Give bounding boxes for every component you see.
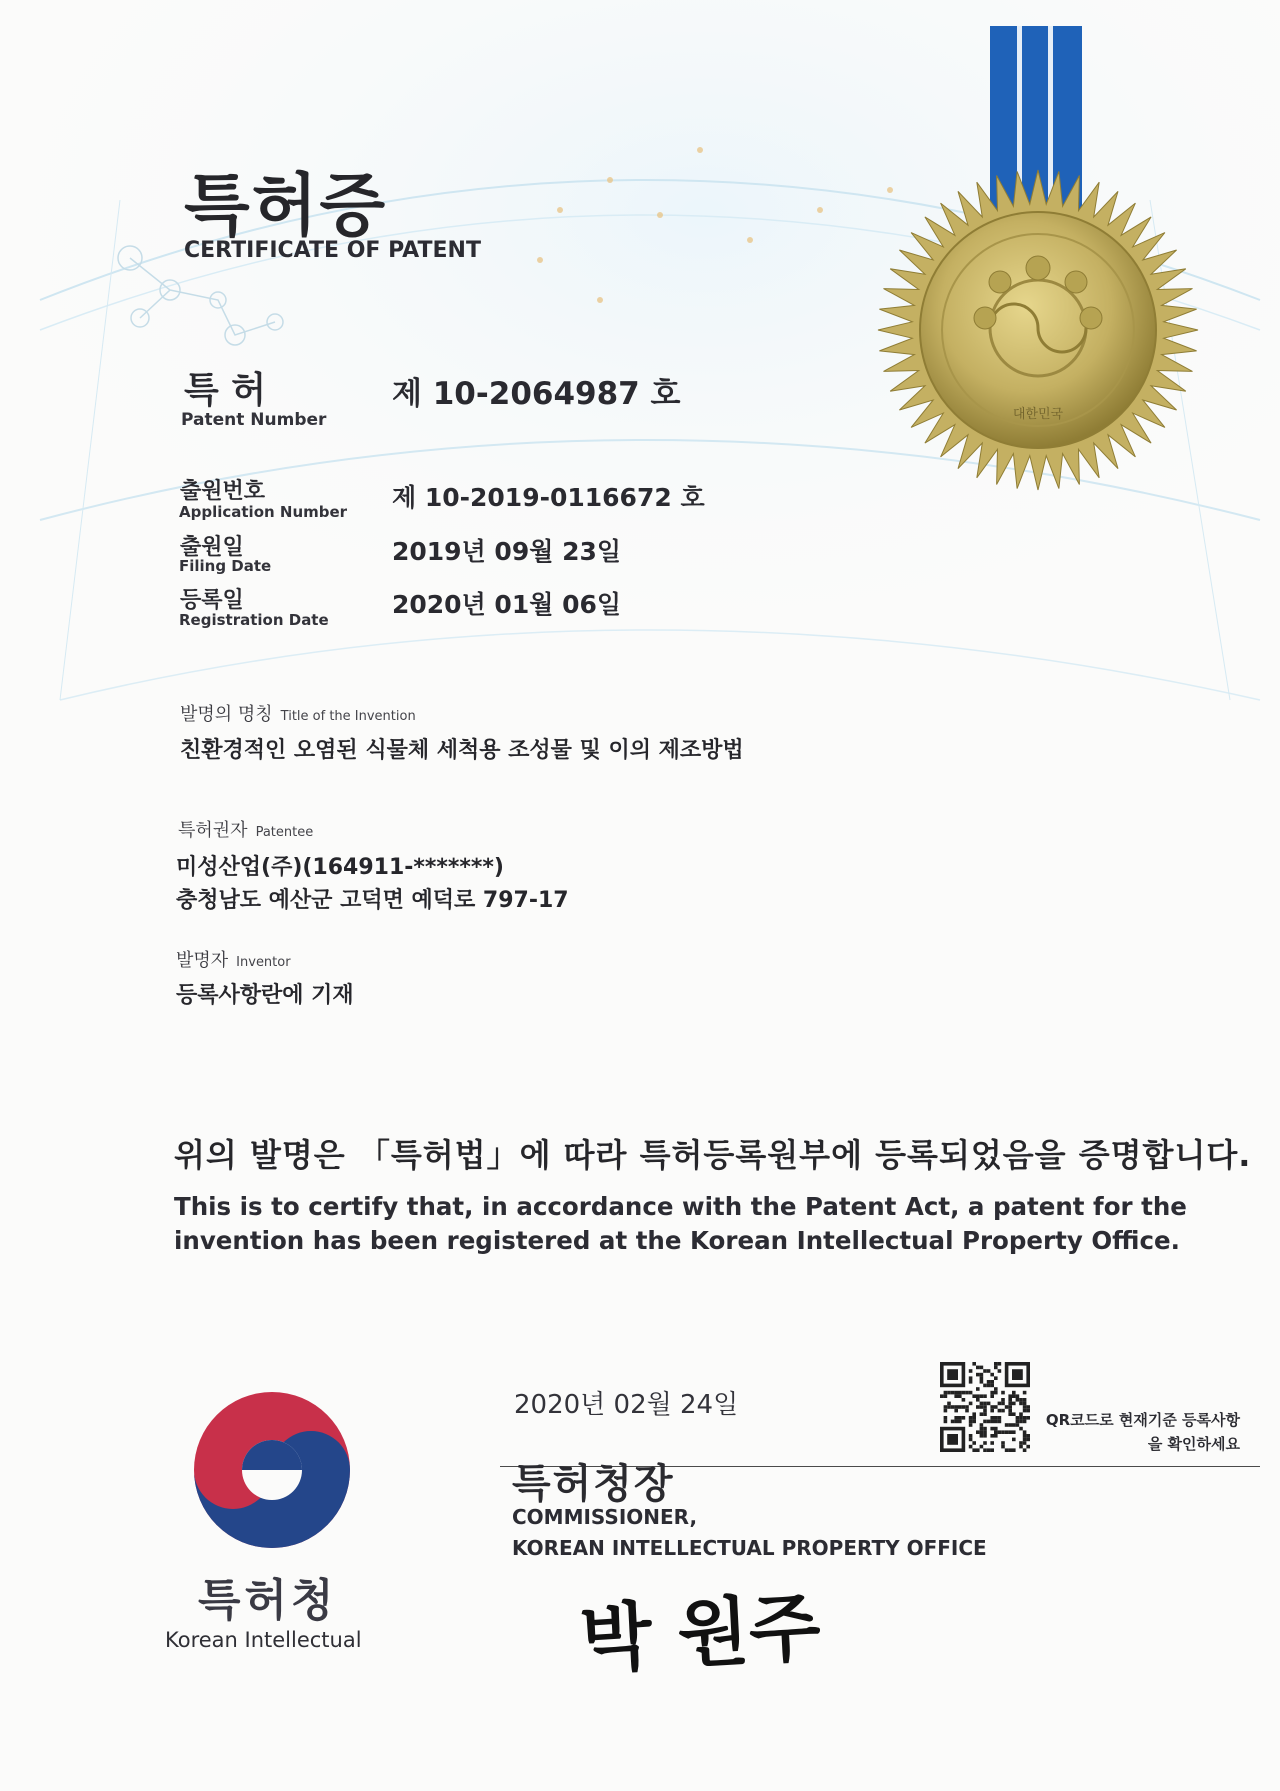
commissioner-title-line1: COMMISSIONER, [512, 1505, 698, 1529]
patentee-address: 충청남도 예산군 고덕면 예덕로 797-17 [176, 888, 569, 913]
patent-number-label-en: Patent Number [181, 410, 327, 430]
registration-date-label-en: Registration Date [179, 611, 329, 629]
issue-date: 2020년 02월 24일 [514, 1390, 739, 1420]
application-number-label-en: Application Number [179, 503, 348, 521]
patentee-name: 미성산업(주)(164911-*******) [176, 855, 504, 880]
invention-title-label-en: Title of the Invention [280, 709, 416, 724]
filing-date-label: 출원일 [180, 535, 244, 560]
kipo-logo-name-en: Korean Intellectual [165, 1628, 362, 1652]
registration-date-value: 2020년 01월 06일 [392, 590, 622, 619]
patentee-label: 특허권자 [178, 820, 248, 841]
kipo-logo-symbol [194, 1392, 350, 1548]
commissioner-signature: 박 원주 [578, 1584, 823, 1684]
seal-text: 대한민국 [1012, 407, 1064, 422]
invention-title-heading [180, 700, 416, 726]
certification-statement-en: This is to certify that, in accordance with the Patent Act, a patent for the invention has been registered at the Korean Intellectual Property Office. [174, 1192, 1187, 1255]
inventor-value: 등록사항란에 기재 [176, 983, 354, 1008]
invention-title-value: 친환경적인 오염된 식물체 세척용 조성물 및 이의 제조방법 [180, 738, 744, 763]
document-subtitle: CERTIFICATE OF PATENT [184, 238, 481, 263]
qr-code [940, 1362, 1030, 1452]
filing-date-label-en: Filing Date [179, 557, 272, 575]
office-title-ko: 특허청장 [512, 1461, 675, 1507]
inventor-heading [176, 946, 291, 972]
patent-number-label: 특 허 [184, 370, 267, 411]
document-title: 특허증 [184, 167, 388, 246]
invention-title-label: 발명의 명칭 [180, 704, 273, 725]
patent-number-value: 제 10-2064987 호 [392, 376, 681, 412]
registration-date-label: 등록일 [180, 588, 244, 613]
certification-statement-ko: 위의 발명은 「특허법」에 따라 특허등록원부에 등록되었음을 증명합니다. [174, 1136, 1252, 1174]
application-number-label: 출원번호 [180, 479, 266, 504]
filing-date-value: 2019년 09월 23일 [392, 537, 622, 566]
application-number-value: 제 10-2019-0116672 호 [392, 483, 705, 512]
kipo-logo-name-ko: 특허청 [198, 1575, 338, 1626]
inventor-label-en: Inventor [236, 955, 291, 970]
patentee-label-en: Patentee [255, 825, 314, 840]
qr-caption: QR코드로 현재기준 등록사항을 확인하세요 [1045, 1411, 1240, 1453]
inventor-label: 발명자 [176, 950, 229, 971]
patentee-heading [178, 816, 313, 842]
commissioner-title-line2: KOREAN INTELLECTUAL PROPERTY OFFICE [512, 1536, 987, 1560]
